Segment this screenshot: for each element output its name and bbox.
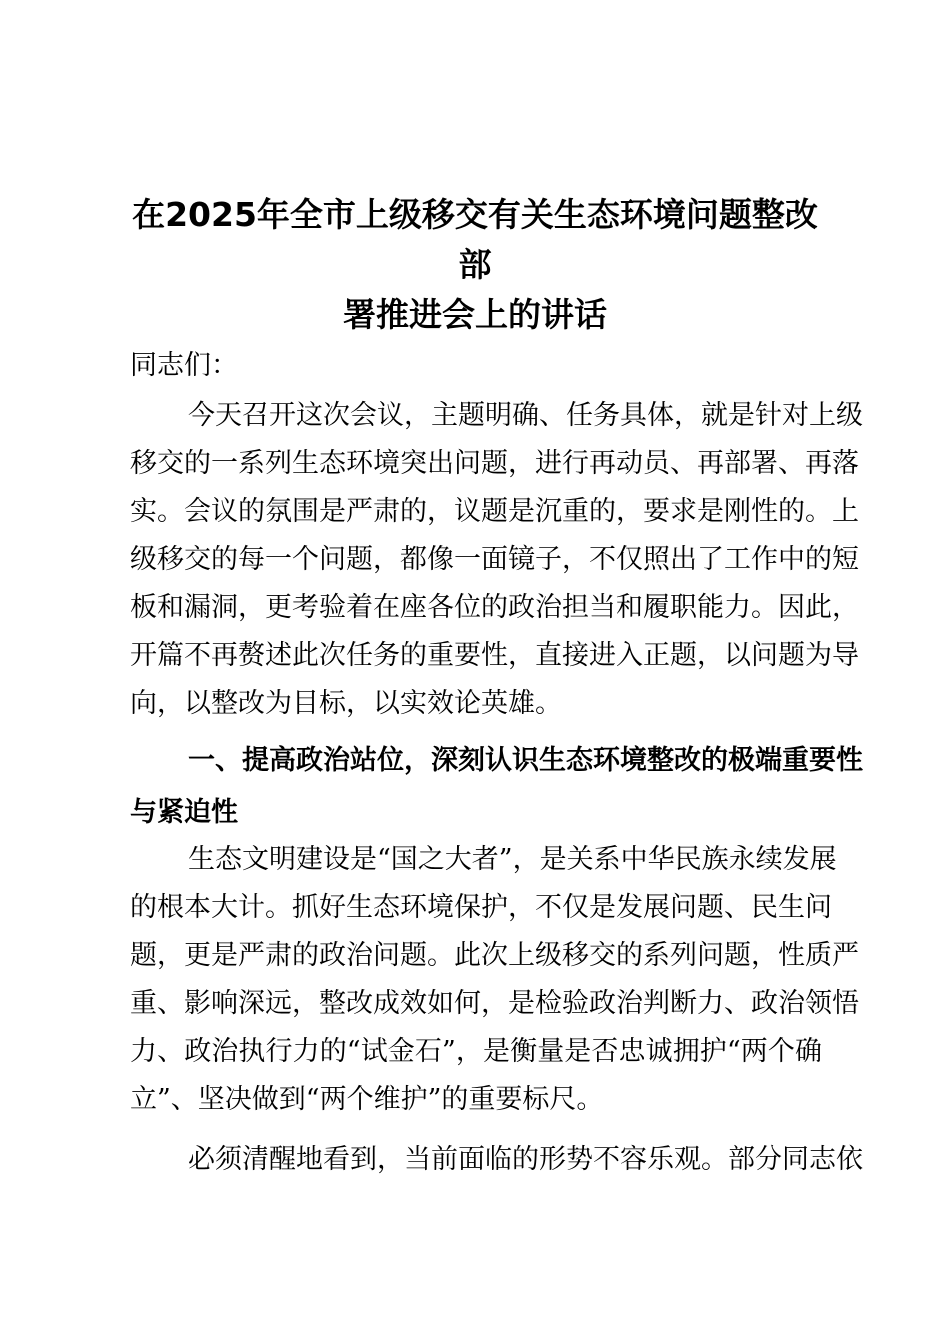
text-line: 的根本大计。抓好生态环境保护，不仅是发展问题、民生问 [130, 892, 832, 923]
paragraph-1 [130, 392, 863, 728]
text-line: 开篇不再赘述此次任务的重要性，直接进入正题，以问题为导 [130, 640, 859, 671]
text-line: 必须清醒地看到，当前面临的形势不容乐观。部分同志依 [188, 1144, 863, 1175]
salutation [130, 342, 822, 390]
text-line: 移交的一系列生态环境突出问题，进行再动员、再部署、再落 [130, 448, 859, 479]
title-line: 在2025年全市上级移交有关生态环境问题整改部 [132, 195, 818, 284]
section-heading-1 [130, 735, 863, 839]
text-line: 生态文明建设是“国之大者”，是关系中华民族永续发展 [188, 844, 837, 875]
text-line: 今天召开这次会议，主题明确、任务具体，就是针对上级 [188, 400, 863, 431]
text-line: 重、影响深远，整改成效如何，是检验政治判断力、政治领悟 [130, 988, 859, 1019]
text-line: 力、政治执行力的“试金石”，是衡量是否忠诚拥护“两个确 [130, 1036, 822, 1067]
text-line: 实。会议的氛围是严肃的，议题是沉重的，要求是刚性的。上 [130, 496, 859, 527]
paragraph-2 [130, 836, 859, 1124]
title-line: 署推进会上的讲话 [343, 295, 607, 334]
heading-line: 一、提高政治站位，深刻认识生态环境整改的极端重要性 [188, 745, 863, 776]
text-line: 向，以整改为目标，以实效论英雄。 [130, 688, 562, 719]
heading-line: 与紧迫性 [130, 797, 238, 828]
text-line: 级移交的每一个问题，都像一面镜子，不仅照出了工作中的短 [130, 544, 859, 575]
text-line: 立”、坚决做到“两个维护”的重要标尺。 [130, 1084, 604, 1115]
paragraph-3 [130, 1136, 863, 1184]
text-line: 板和漏洞，更考验着在座各位的政治担当和履职能力。因此， [130, 592, 859, 623]
salutation-text: 同志们： [130, 350, 238, 381]
document-title [120, 190, 830, 340]
text-line: 题，更是严肃的政治问题。此次上级移交的系列问题，性质严 [130, 940, 859, 971]
